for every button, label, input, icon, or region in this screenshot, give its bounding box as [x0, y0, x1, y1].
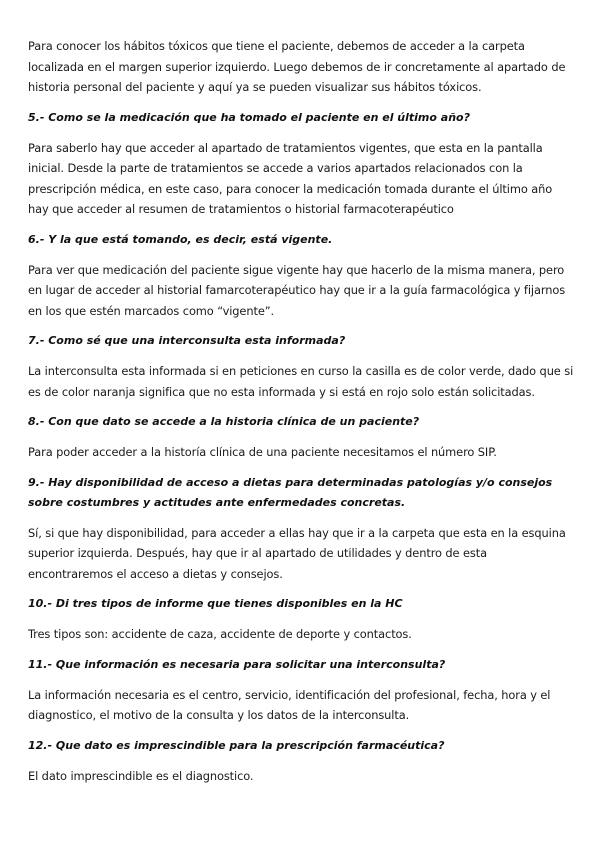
question-9-heading: 9.- Hay disponibilidad de acceso a dietas para determinadas patologías y/o consejos sobre costumbres y actitudes ante enfermedades concretas. — [28, 475, 553, 509]
answer-4-paragraph: Para conocer los hábitos tóxicos que tiene el paciente, debemos de acceder a la carpeta localizada en el margen superior izquierdo. Luego debemos de ir concretamente al apartado de historia personal del paciente y aquí ya se pueden visualizar sus hábitos tóxicos. — [28, 39, 566, 94]
answer-7-paragraph: La interconsulta esta informada si en peticiones en curso la casilla es de color verde, dado que si es de color naranja significa que no esta informada y si está en rojo solo están solicitadas. — [28, 364, 574, 399]
question-6-heading: 6.- Y la que está tomando, es decir, está vigente. — [28, 232, 333, 246]
answer-5-paragraph: Para saberlo hay que acceder al apartado de tratamientos vigentes, que esta en la pantalla inicial. Desde la parte de tratamientos se accede a varios apartados relacionados con la prescripción médica, en este caso, para conocer la medicación tomada durante el último año hay que acceder al resumen de tratamientos o historial farmacoterapéutico — [28, 140, 553, 216]
question-12-heading: 12.- Que dato es imprescindible para la prescripción farmacéutica? — [28, 738, 445, 752]
answer-11-paragraph: La información necesaria es el centro, servicio, identificación del profesional, fecha, hora y el diagnostico, el motivo de la consulta y los datos de la interconsulta. — [28, 687, 551, 722]
question-8-heading: 8.- Con que dato se accede a la historia clínica de un paciente? — [28, 415, 420, 428]
question-11-heading: 11.- Que información es necesaria para solicitar una interconsulta? — [28, 657, 446, 671]
document-body — [28, 36, 574, 796]
question-5-heading: 5.- Como se la medicación que ha tomado el paciente en el último año? — [28, 110, 470, 124]
question-7-heading: 7.- Como sé que una interconsulta esta informada? — [28, 334, 346, 347]
answer-10-paragraph: Tres tipos son: accidente de caza, accidente de deporte y contactos. — [28, 627, 412, 641]
answer-6-paragraph: Para ver que medicación del paciente sigue vigente hay que hacerlo de la misma manera, pero en lugar de acceder al historial famarcoterapéutico hay que ir a la guía farmacológica y fijarnos en los que estén marcados como “vigente”. — [28, 262, 566, 318]
answer-8-paragraph: Para poder acceder a la historía clínica de una paciente necesitamos el número SIP. — [28, 445, 497, 459]
question-10-heading: 10.- Di tres tipos de informe que tienes disponibles en la HC — [28, 597, 403, 610]
answer-12-paragraph: El dato imprescindible es el diagnostico. — [28, 768, 254, 783]
answer-9-paragraph: Sí, si que hay disponibilidad, para acceder a ellas hay que ir a la carpeta que esta en la esquina superior izquierda. Después, hay que ir al apartado de utilidades y dentro de esta encontraremos el acceso a dietas y consejos. — [28, 525, 566, 581]
